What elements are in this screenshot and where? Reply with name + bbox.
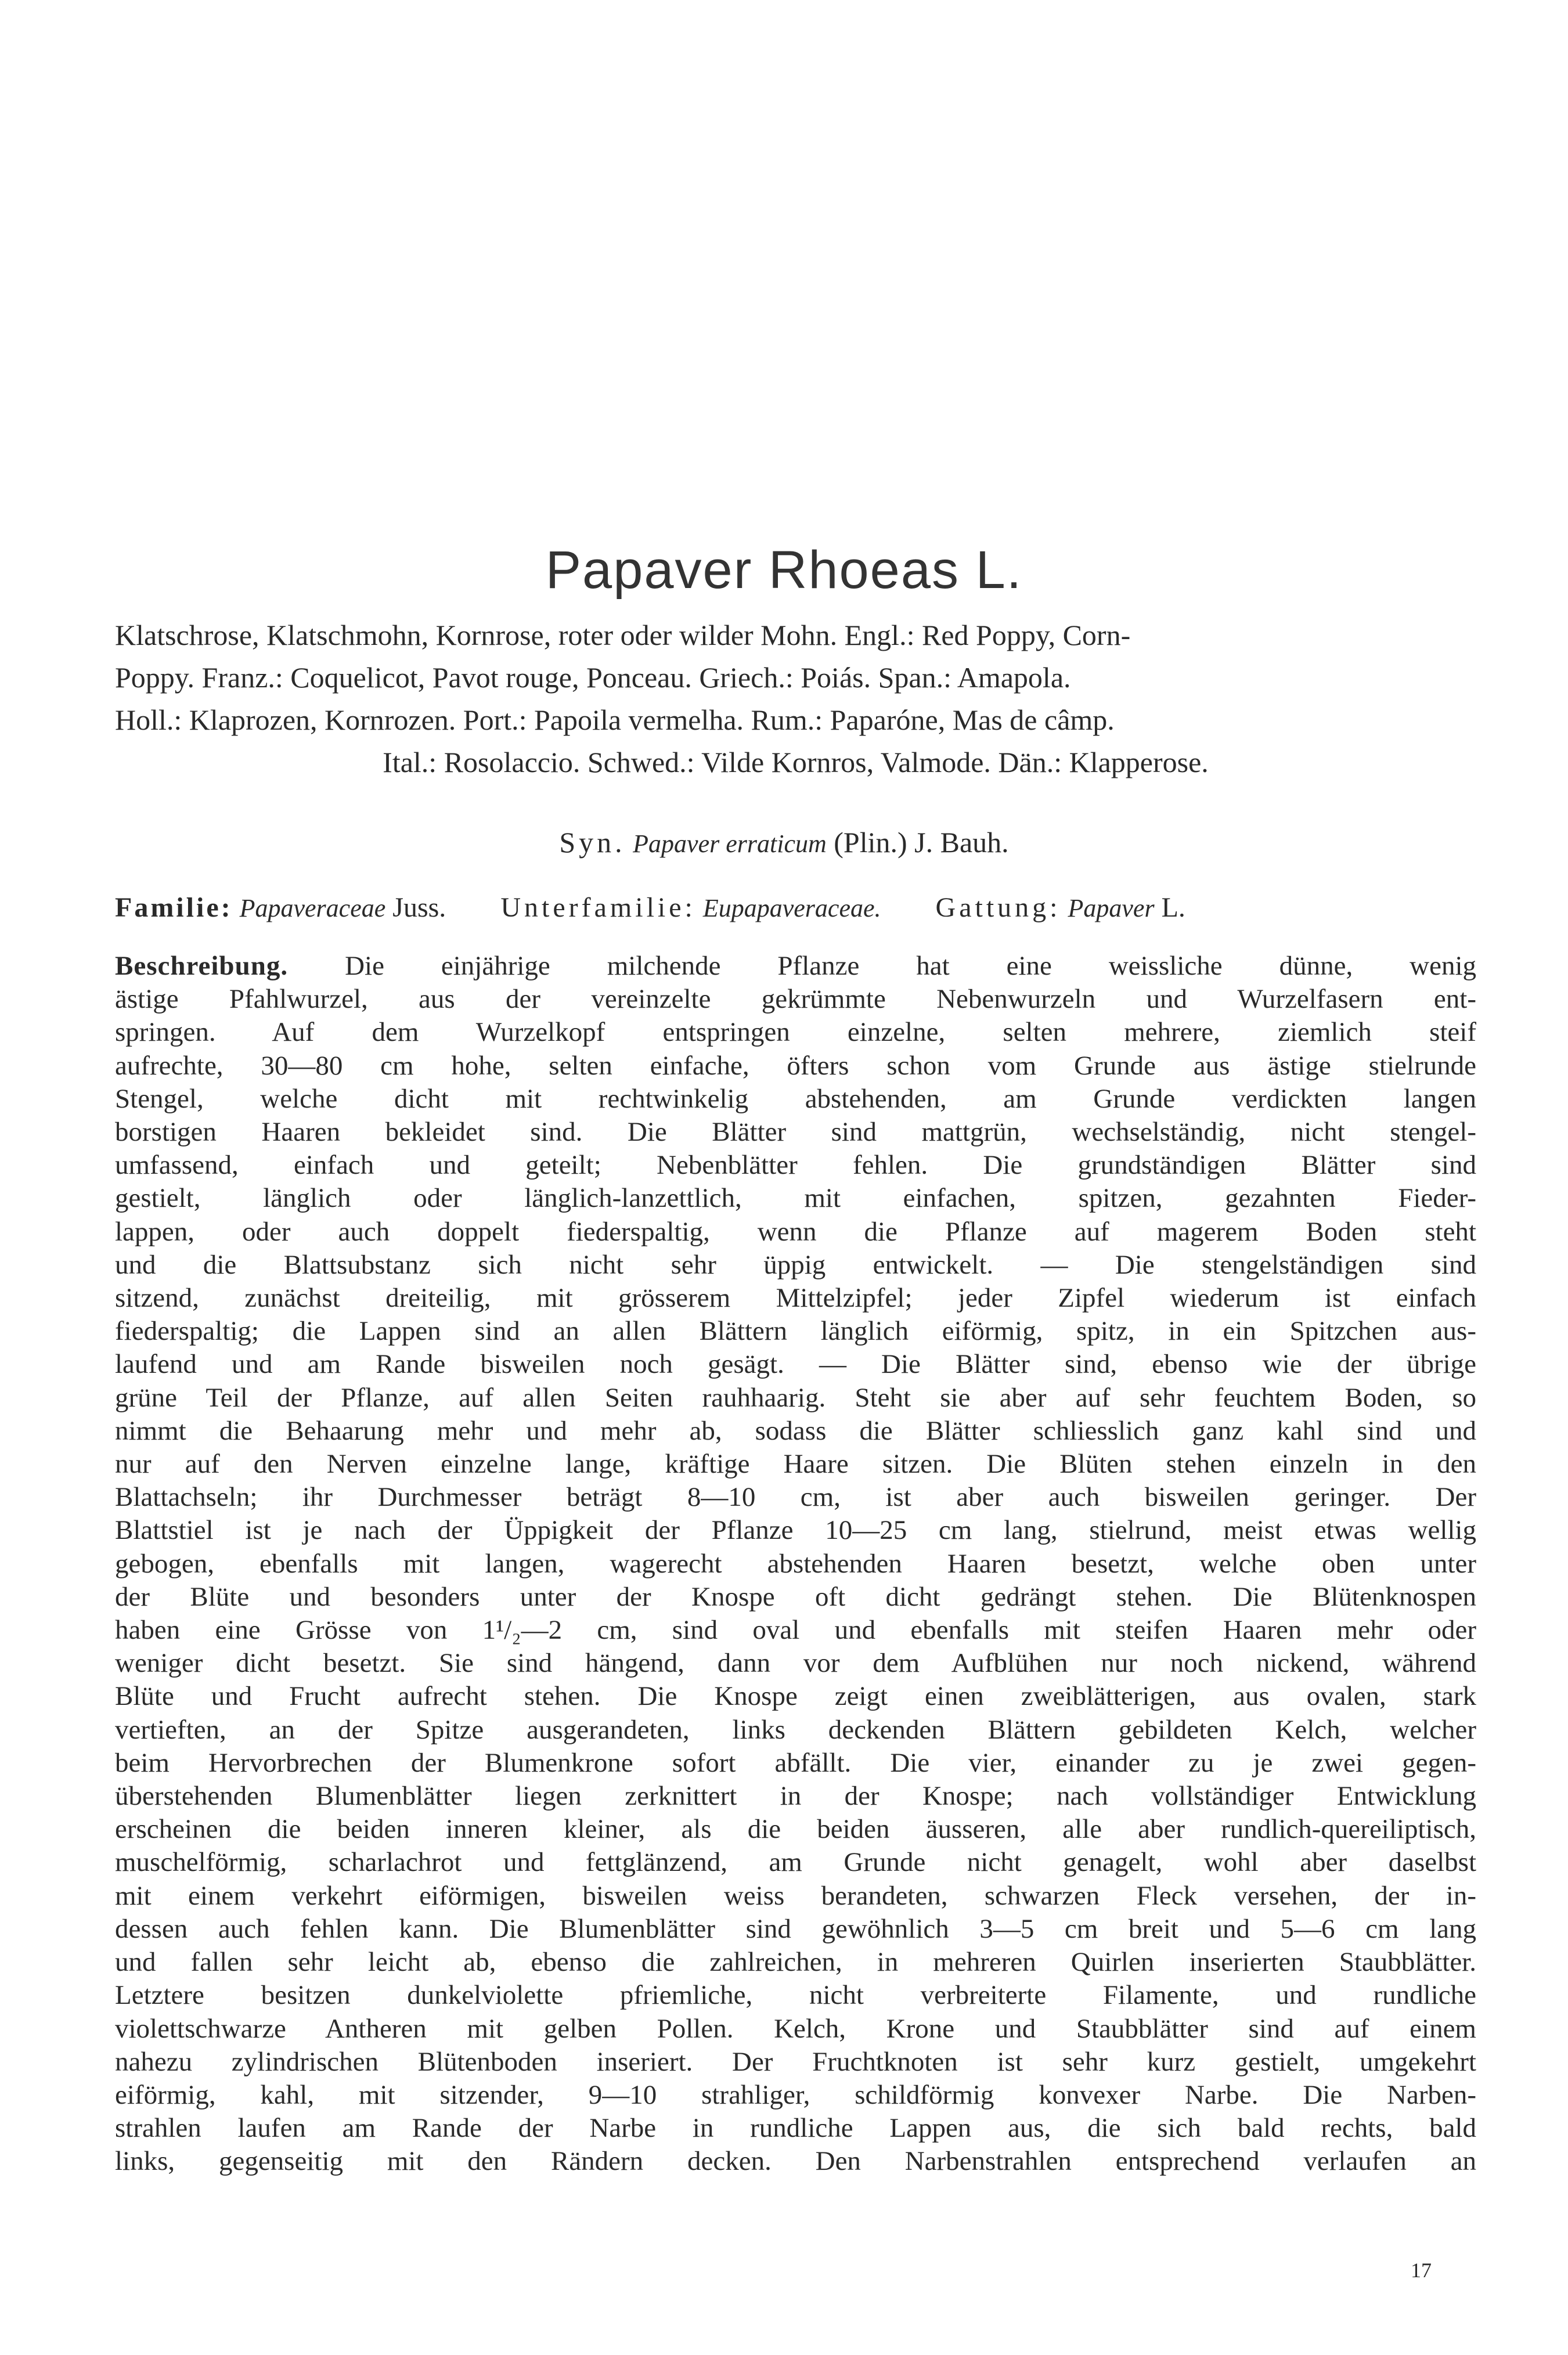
description-line: borstigen Haaren bekleidet sind. Die Blätter sind mattgrün, wechselständig, nicht stengel- [115, 1117, 1476, 1148]
description-line: und die Blattsubstanz sich nicht sehr üppig entwickelt. — Die stengelständigen sind [115, 1249, 1476, 1280]
description-line: eiförmig, kahl, mit sitzender, 9—10 strahliger, schildförmig konvexer Narbe. Die Narben- [115, 2079, 1476, 2110]
unterfamilie-label: Unterfamilie: [500, 892, 696, 923]
description-line: mit einem verkehrt eiförmigen, bisweilen weiss berandeten, schwarzen Fleck versehen, der in- [115, 1880, 1476, 1911]
description-line: strahlen laufen am Rande der Narbe in rundliche Lappen aus, die sich bald rechts, bald [115, 2113, 1476, 2144]
description-line: lappen, oder auch doppelt fiederspaltig, wenn die Pflanze auf magerem Boden steht [115, 1216, 1476, 1247]
common-names-line: Ital.: Rosolaccio. Schwed.: Vilde Kornros, Valmode. Dän.: Klapperose. [383, 746, 1209, 778]
description-line: laufend und am Rande bisweilen noch gesägt. — Die Blätter sind, ebenso wie der übrige [115, 1349, 1476, 1380]
gattung-value: Papaver [1068, 894, 1155, 922]
description-line: muschelförmig, scharlachrot und fettglänzend, am Grunde nicht genagelt, wohl aber daselbst [115, 1847, 1476, 1878]
description-heading: Beschreibung. [115, 951, 289, 981]
unterfamilie-value: Eupapaveraceae. [702, 894, 881, 922]
description-line: Letztere besitzen dunkelviolette pfriemliche, nicht verbreiterte Filamente, und rundliche [115, 1980, 1476, 2011]
description-line: weniger dicht besetzt. Sie sind hängend, dann vor dem Aufblühen nur noch nickend, während [115, 1648, 1476, 1679]
description-line: fiederspaltig; die Lappen sind an allen Blättern länglich eiförmig, spitz, in ein Spitzchen aus- [115, 1316, 1476, 1347]
description [115, 950, 1476, 2179]
description-line: aufrechte, 30—80 cm hohe, selten einfache, öfters schon vom Grunde aus ästige stielrunde [115, 1050, 1476, 1081]
description-line: violettschwarze Antheren mit gelben Pollen. Kelch, Krone und Staubblätter sind auf einem [115, 2013, 1476, 2044]
description-line: dessen auch fehlen kann. Die Blumenblätter sind gewöhnlich 3—5 cm breit und 5—6 cm lang [115, 1913, 1476, 1944]
synonym-label: Syn. [559, 826, 626, 859]
gattung-author: L. [1161, 892, 1185, 923]
synonym [0, 825, 1568, 859]
description-line: springen. Auf dem Wurzelkopf entspringen einzelne, selten mehrere, ziemlich steif [115, 1017, 1476, 1048]
synonym-name: Papaver erraticum [633, 830, 827, 858]
description-line: beim Hervorbrechen der Blumenkrone sofort abfällt. Die vier, einander zu je zwei gegen- [115, 1747, 1476, 1778]
common-names-line: Holl.: Klaprozen, Kornrozen. Port.: Papoila vermelha. Rum.: Paparóne, Mas de câmp. [115, 704, 1115, 736]
description-line: ästige Pfahlwurzel, aus der vereinzelte gekrümmte Nebenwurzeln und Wurzelfasern ent- [115, 984, 1476, 1015]
common-names-line: Klatschrose, Klatschmohn, Kornrose, roter oder wilder Mohn. Engl.: Red Poppy, Corn- [115, 619, 1131, 651]
description-line: Blüte und Frucht aufrecht stehen. Die Knospe zeigt einen zweiblätterigen, aus ovalen, stark [115, 1681, 1476, 1712]
description-line [115, 950, 1476, 983]
description-line: nimmt die Behaarung mehr und mehr ab, sodass die Blätter schliesslich ganz kahl sind und [115, 1415, 1476, 1446]
description-line: überstehenden Blumenblätter liegen zerknittert in der Knospe; nach vollständiger Entwicklung [115, 1781, 1476, 1812]
gattung-label: Gattung: [935, 892, 1061, 923]
description-line: der Blüte und besonders unter der Knospe oft dicht gedrängt stehen. Die Blütenknospen [115, 1581, 1476, 1612]
description-line: umfassend, einfach und geteilt; Nebenblätter fehlen. Die grundständigen Blätter sind [115, 1150, 1476, 1181]
description-line: grüne Teil der Pflanze, auf allen Seiten rauhhaarig. Steht sie aber auf sehr feuchtem Boden, so [115, 1382, 1476, 1413]
taxonomy-line [115, 892, 1476, 924]
description-line: nahezu zylindrischen Blütenboden inseriert. Der Fruchtknoten ist sehr kurz gestielt, umgekehrt [115, 2046, 1476, 2077]
description-line: erscheinen die beiden inneren kleiner, als die beiden äusseren, alle aber rundlich-quereiliptisch, [115, 1814, 1476, 1845]
description-line: nur auf den Nerven einzelne lange, kräftige Haare sitzen. Die Blüten stehen einzeln in den [115, 1449, 1476, 1480]
synonym-authority: (Plin.) J. Bauh. [834, 826, 1009, 859]
common-names-line: Poppy. Franz.: Coquelicot, Pavot rouge, Ponceau. Griech.: Poiás. Span.: Amapola. [115, 661, 1071, 694]
description-line: und fallen sehr leicht ab, ebenso die zahlreichen, in mehreren Quirlen inserierten Staubblätter. [115, 1947, 1476, 1978]
description-line: Blattachseln; ihr Durchmesser beträgt 8—10 cm, ist aber auch bisweilen geringer. Der [115, 1482, 1476, 1513]
description-line: sitzend, zunächst dreiteilig, mit grösserem Mittelzipfel; jeder Zipfel wiederum ist einfach [115, 1283, 1476, 1314]
description-first-line: Die einjährige milchende Pflanze hat eine weissliche dünne, wenig [345, 951, 1476, 981]
description-line: gestielt, länglich oder länglich-lanzettlich, mit einfachen, spitzen, gezahnten Fieder- [115, 1183, 1476, 1214]
description-line: vertieften, an der Spitze ausgerandeten, links deckenden Blättern gebildeten Kelch, welcher [115, 1714, 1476, 1745]
familie-value: Papaveraceae [239, 894, 386, 922]
familie-author: Juss. [392, 892, 446, 923]
description-line: haben eine Grösse von 1¹/₂—2 cm, sind oval und ebenfalls mit steifen Haaren mehr oder [115, 1615, 1476, 1646]
page-title: Papaver Rhoeas L. [545, 540, 1023, 600]
common-names [115, 614, 1476, 784]
description-line: gebogen, ebenfalls mit langen, wagerecht abstehenden Haaren besetzt, welche oben unter [115, 1548, 1476, 1579]
page-number: 17 [1411, 2259, 1432, 2282]
description-line: Stengel, welche dicht mit rechtwinkelig abstehenden, am Grunde verdickten langen [115, 1083, 1476, 1114]
familie-label: Familie: [115, 892, 233, 923]
description-line: links, gegenseitig mit den Rändern decken. Den Narbenstrahlen entsprechend verlaufen an [115, 2146, 1476, 2177]
description-line: Blattstiel ist je nach der Üppigkeit der Pflanze 10—25 cm lang, stielrund, meist etwas wellig [115, 1515, 1476, 1546]
